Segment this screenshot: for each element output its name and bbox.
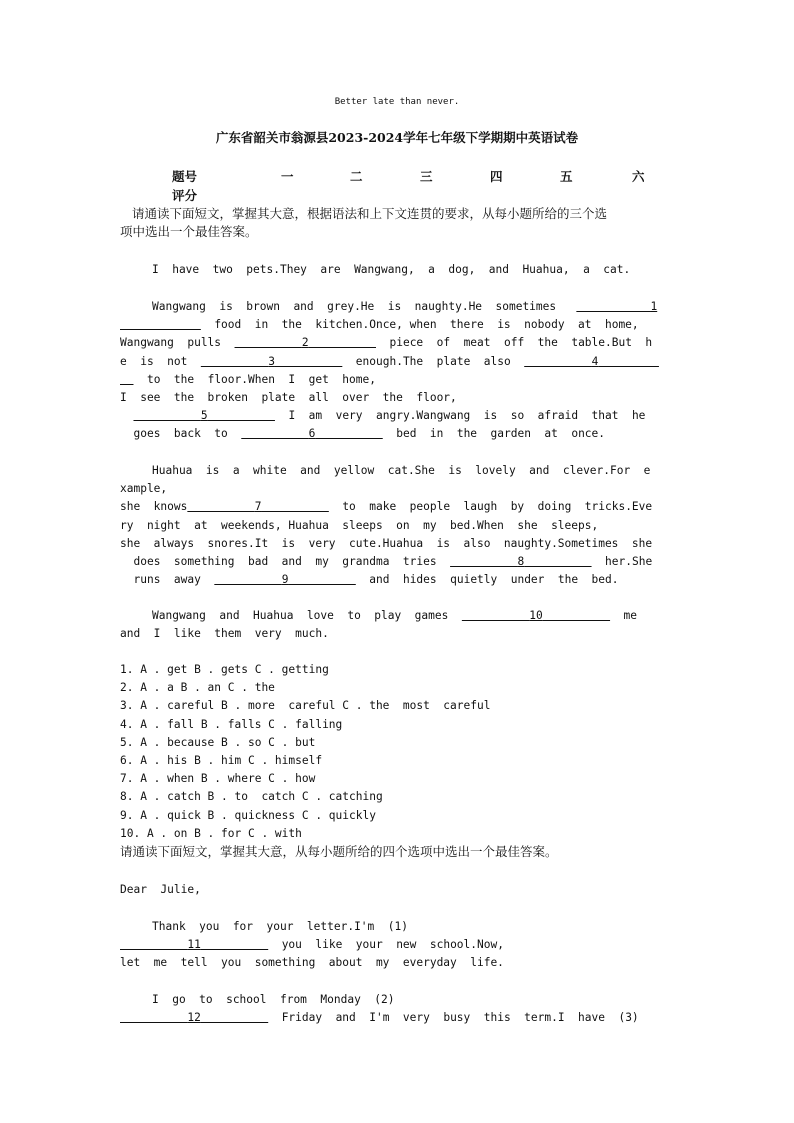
option-row: 7. A . when B . where C . how [120,772,316,786]
option-row: 10. A . on B . for C . with [120,826,302,840]
text-line: and I like them very much. [120,627,329,641]
text-line: Huahua is a white and yellow cat.She is lovely and clever.For e [152,464,651,477]
section2-instruction: 请通读下面短文，掌握其大意，从每小题所给的四个选项中选出一个最佳答案。 [120,844,558,859]
text-line: xample, [120,482,168,496]
score-table-label-score: 评分 [172,188,198,203]
option-row: 5. A . because B . so C . but [120,735,316,749]
text-span: runs away [133,573,201,587]
text-line: I have two pets.They are Wangwang, a dog, and Huahua, a cat. [152,263,631,276]
blank-10[interactable]: 10 [529,609,543,622]
score-table-label-number: 题号 [172,169,198,184]
text-span: to the floor.When I get home, [146,372,376,386]
text-span: enough.The plate also [355,354,511,368]
score-col-3: 三 [420,169,433,184]
text-span: I am very angry.Wangwang is so afraid that he [288,409,646,423]
option-row: 9. A . quick B . quickness C . quickly [120,808,376,822]
text-span: and hides quietly under the bed. [369,573,619,587]
text-line: let me tell you something about my everyday life. [120,956,504,970]
option-row: 4. A . fall B . falls C . falling [120,717,343,731]
blank-8[interactable]: 8 [517,555,525,569]
text-span: e is not [120,354,188,368]
score-col-5: 五 [560,169,573,184]
text-line: she always snores.It is very cute.Huahua is also naughty.Sometimes she [120,536,653,550]
motto: Better late than never. [334,97,460,107]
blank-9[interactable]: 9 [281,573,289,587]
blank-2[interactable]: 2 [301,336,309,350]
blank-3[interactable]: 3 [268,354,275,368]
text-span: Wangwang is brown and grey.He is naughty.He sometimes [152,300,557,313]
text-span: me [623,609,638,622]
text-span: food in the kitchen.Once, when there is nobody at home, [214,318,639,332]
option-row: 8. A . catch B . to catch C . catching [120,790,383,804]
blank-12[interactable]: 12 [187,1011,201,1025]
passage-paragraph [120,607,676,643]
option-row: 3. A . careful B . more careful C . the most careful [120,699,491,713]
text-line: Dear Julie, [120,883,201,896]
blank-4[interactable]: 4 [591,354,599,368]
option-row: 1. A . get B . gets C . getting [120,663,329,676]
text-line: ry night at weekends, Huahua sleeps on my bed.When she sleeps, [120,518,599,532]
blank-7[interactable]: 7 [254,500,262,514]
blank-4-cont [120,373,133,386]
blank-1-cont [120,318,201,331]
score-col-2: 二 [350,169,363,184]
text-span: you like your new school.Now, [281,938,504,952]
blank-1[interactable]: 1 [650,300,658,313]
passage-paragraph [120,298,676,444]
score-col-1: 一 [281,169,294,184]
options-list [120,661,490,843]
text-span: piece of meat off the table.But h [389,336,653,350]
text-span: to make people laugh by doing tricks.Eve [342,500,653,514]
option-row: 2. A . a B . an C . the [120,681,275,695]
blank-5[interactable]: 5 [200,409,208,423]
text-span: bed in the garden at once. [396,427,606,441]
section1-instruction [120,205,680,241]
blank-11[interactable]: 11 [187,938,201,952]
score-table [172,165,672,205]
letter-greeting [120,881,676,899]
page-title: 广东省韶关市翁源县2023-2024学年七年级下学期期中英语试卷 [215,130,579,145]
score-col-4: 四 [490,169,503,184]
blank-6[interactable]: 6 [308,427,316,441]
text-line: Thank you for your letter.I'm (1) [152,920,408,933]
text-span: her.She [605,555,653,569]
text-span: Friday and I'm very busy this term.I have (3) [281,1011,639,1025]
text-span: Wangwang and Huahua love to play games [152,609,449,622]
text-span: she knows [120,500,188,514]
text-line: I see the broken plate all over the floor, [120,391,457,405]
text-span: goes back to [133,427,228,441]
passage-paragraph [120,991,676,1027]
text-line: I go to school from Monday (2) [152,993,395,1006]
score-col-6: 六 [632,169,645,184]
passage-paragraph [120,462,676,589]
option-row: 6. A . his B . him C . himself [120,754,323,768]
text-span: Wangwang pulls [120,336,222,350]
passage-paragraph [120,918,676,973]
text-span: does something bad and my grandma tries [133,555,437,569]
instruction-line: 请通读下面短文，掌握其大意，根据语法和上下文连贯的要求，从每小题所给的三个选 [132,206,608,221]
instruction-line: 项中选出一个最佳答案。 [120,224,258,239]
passage-paragraph [120,261,676,279]
